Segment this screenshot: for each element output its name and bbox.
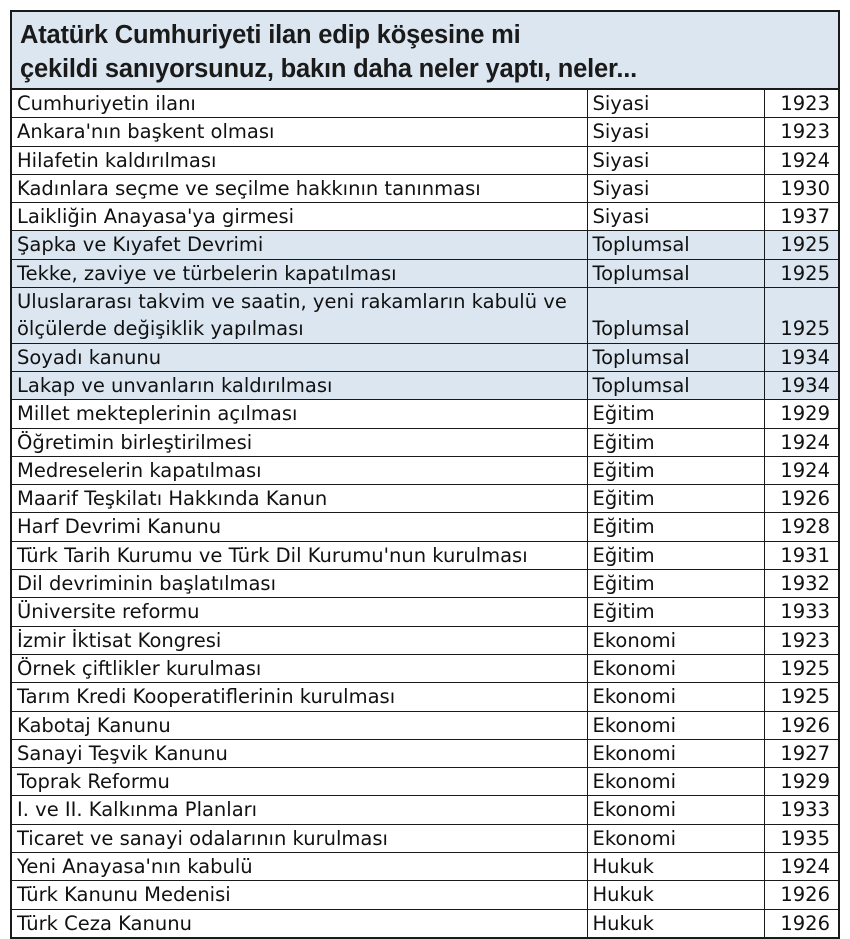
year-cell: 1924	[764, 456, 838, 484]
year-cell: 1934	[764, 343, 838, 371]
table-row	[12, 343, 838, 371]
year-cell: 1926	[764, 909, 838, 937]
year-cell: 1923	[764, 626, 838, 654]
table-row	[12, 739, 838, 767]
event-cell: Millet mekteplerinin açılması	[12, 400, 587, 428]
category-cell: Siyasi	[587, 90, 764, 118]
category-cell: Toplumsal	[587, 343, 764, 371]
event-cell: Harf Devrimi Kanunu	[12, 513, 587, 541]
event-cell: I. ve II. Kalkınma Planları	[12, 796, 587, 824]
category-cell: Eğitim	[587, 400, 764, 428]
year-cell: 1925	[764, 683, 838, 711]
table-row	[12, 626, 838, 654]
year-cell: 1932	[764, 570, 838, 598]
category-cell: Ekonomi	[587, 824, 764, 852]
table-row	[12, 824, 838, 852]
event-cell: Tekke, zaviye ve türbelerin kapatılması	[12, 259, 587, 287]
category-cell: Siyasi	[587, 118, 764, 146]
table-row	[12, 796, 838, 824]
event-cell: Toprak Reformu	[12, 768, 587, 796]
event-cell: Ankara'nın başkent olması	[12, 118, 587, 146]
table-row	[12, 428, 838, 456]
year-cell: 1935	[764, 824, 838, 852]
event-cell: Maarif Teşkilatı Hakkında Kanun	[12, 485, 587, 513]
reforms-table-frame	[10, 10, 840, 939]
table-row	[12, 768, 838, 796]
year-cell: 1925	[764, 231, 838, 259]
event-cell: Üniversite reformu	[12, 598, 587, 626]
year-cell: 1930	[764, 174, 838, 202]
category-cell: Toplumsal	[587, 231, 764, 259]
table-row	[12, 485, 838, 513]
category-cell: Siyasi	[587, 174, 764, 202]
event-cell: Türk Tarih Kurumu ve Türk Dil Kurumu'nun kurulması	[12, 541, 587, 569]
category-cell: Eğitim	[587, 513, 764, 541]
table-row	[12, 231, 838, 259]
year-cell: 1925	[764, 654, 838, 682]
table-row	[12, 203, 838, 231]
year-cell: 1934	[764, 371, 838, 399]
year-cell: 1926	[764, 485, 838, 513]
table-row	[12, 90, 838, 118]
table-row	[12, 146, 838, 174]
table-title	[12, 12, 838, 90]
title-line-1: Atatürk Cumhuriyeti ilan edip köşesine mi	[20, 21, 521, 49]
category-cell: Eğitim	[587, 428, 764, 456]
category-cell: Eğitim	[587, 598, 764, 626]
year-cell: 1929	[764, 768, 838, 796]
table-row	[12, 118, 838, 146]
year-cell: 1928	[764, 513, 838, 541]
event-cell: Hilafetin kaldırılması	[12, 146, 587, 174]
category-cell: Ekonomi	[587, 768, 764, 796]
table-row	[12, 513, 838, 541]
table-row	[12, 570, 838, 598]
table-row	[12, 456, 838, 484]
year-cell: 1924	[764, 853, 838, 881]
year-cell: 1924	[764, 146, 838, 174]
category-cell: Ekonomi	[587, 626, 764, 654]
event-cell: Cumhuriyetin ilanı	[12, 90, 587, 118]
table-row	[12, 654, 838, 682]
event-cell: Lakap ve unvanların kaldırılması	[12, 371, 587, 399]
category-cell: Ekonomi	[587, 711, 764, 739]
category-cell: Eğitim	[587, 456, 764, 484]
category-cell: Toplumsal	[587, 288, 764, 344]
category-cell: Eğitim	[587, 570, 764, 598]
event-cell: Sanayi Teşvik Kanunu	[12, 739, 587, 767]
event-cell: İzmir İktisat Kongresi	[12, 626, 587, 654]
reforms-table	[12, 90, 838, 937]
year-cell: 1926	[764, 881, 838, 909]
year-cell: 1931	[764, 541, 838, 569]
event-cell: Örnek çiftlikler kurulması	[12, 654, 587, 682]
year-cell: 1929	[764, 400, 838, 428]
year-cell: 1923	[764, 118, 838, 146]
category-cell: Hukuk	[587, 909, 764, 937]
year-cell: 1925	[764, 259, 838, 287]
table-row	[12, 881, 838, 909]
event-cell: Şapka ve Kıyafet Devrimi	[12, 231, 587, 259]
category-cell: Toplumsal	[587, 259, 764, 287]
category-cell: Siyasi	[587, 203, 764, 231]
table-row	[12, 909, 838, 937]
year-cell: 1924	[764, 428, 838, 456]
event-cell: Uluslararası takvim ve saatin, yeni rakamların kabulü ve ölçülerde değişiklik yapılması	[12, 288, 587, 344]
category-cell: Toplumsal	[587, 371, 764, 399]
table-row	[12, 598, 838, 626]
year-cell: 1937	[764, 203, 838, 231]
table-row	[12, 853, 838, 881]
year-cell: 1933	[764, 796, 838, 824]
title-line-2: çekildi sanıyorsunuz, bakın daha neler yaptı, neler...	[20, 55, 638, 83]
table-row	[12, 541, 838, 569]
event-cell: Soyadı kanunu	[12, 343, 587, 371]
event-cell: Tarım Kredi Kooperatiflerinin kurulması	[12, 683, 587, 711]
table-row	[12, 711, 838, 739]
category-cell: Ekonomi	[587, 683, 764, 711]
table-row	[12, 400, 838, 428]
event-cell: Kadınlara seçme ve seçilme hakkının tanınması	[12, 174, 587, 202]
category-cell: Ekonomi	[587, 654, 764, 682]
category-cell: Eğitim	[587, 485, 764, 513]
category-cell: Hukuk	[587, 881, 764, 909]
year-cell: 1933	[764, 598, 838, 626]
event-cell: Dil devriminin başlatılması	[12, 570, 587, 598]
table-row	[12, 174, 838, 202]
table-row	[12, 371, 838, 399]
category-cell: Hukuk	[587, 853, 764, 881]
event-cell: Kabotaj Kanunu	[12, 711, 587, 739]
year-cell: 1927	[764, 739, 838, 767]
year-cell: 1926	[764, 711, 838, 739]
event-cell: Yeni Anayasa'nın kabulü	[12, 853, 587, 881]
event-cell: Türk Kanunu Medenisi	[12, 881, 587, 909]
event-cell: Laikliğin Anayasa'ya girmesi	[12, 203, 587, 231]
category-cell: Eğitim	[587, 541, 764, 569]
event-cell: Medreselerin kapatılması	[12, 456, 587, 484]
event-cell: Ticaret ve sanayi odalarının kurulması	[12, 824, 587, 852]
event-cell: Öğretimin birleştirilmesi	[12, 428, 587, 456]
category-cell: Siyasi	[587, 146, 764, 174]
table-row	[12, 683, 838, 711]
event-cell: Türk Ceza Kanunu	[12, 909, 587, 937]
table-row	[12, 288, 838, 344]
year-cell: 1925	[764, 288, 838, 344]
category-cell: Ekonomi	[587, 796, 764, 824]
table-row	[12, 259, 838, 287]
year-cell: 1923	[764, 90, 838, 118]
category-cell: Ekonomi	[587, 739, 764, 767]
